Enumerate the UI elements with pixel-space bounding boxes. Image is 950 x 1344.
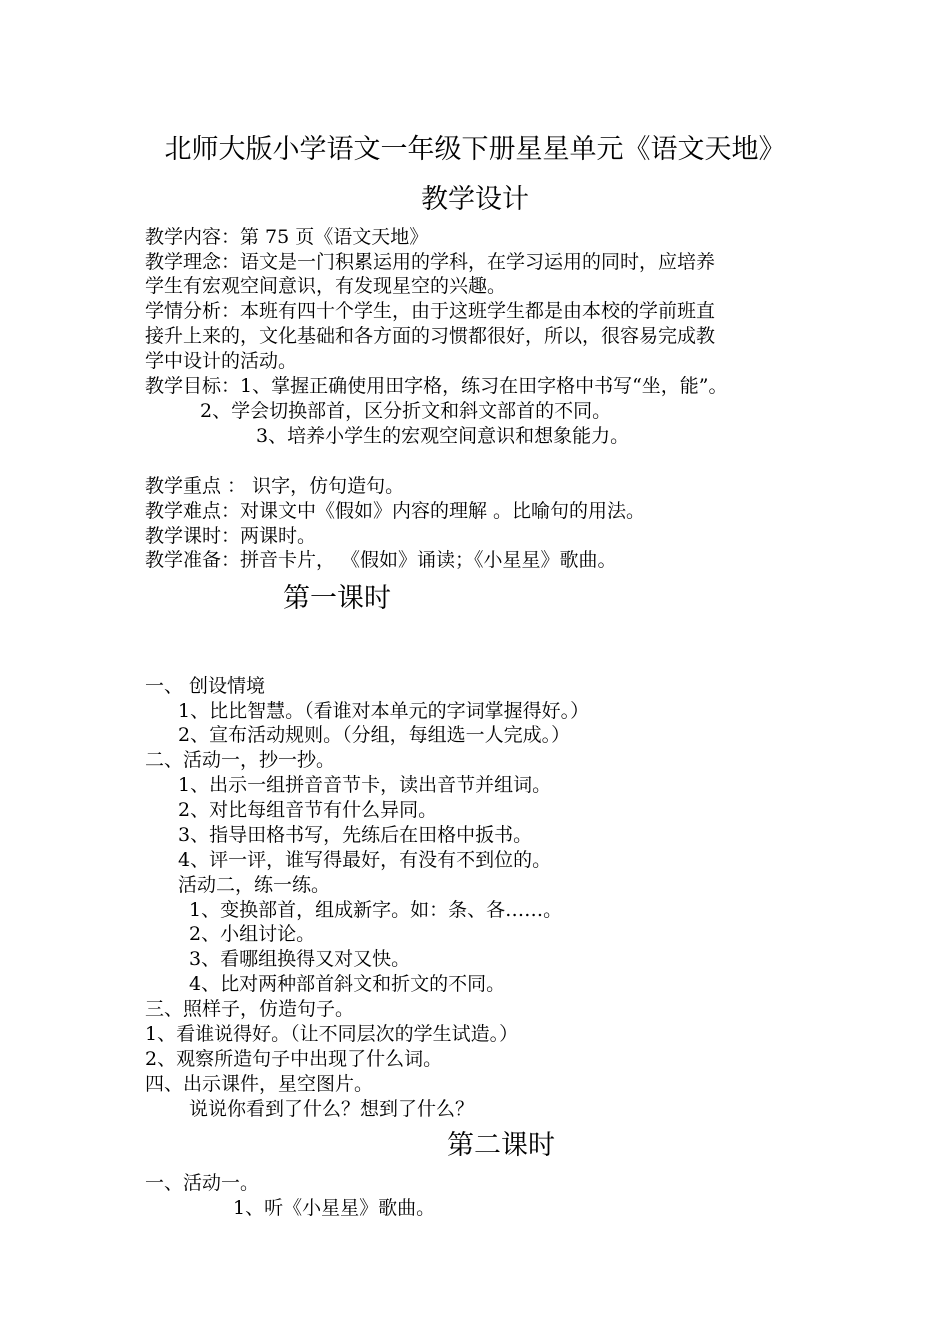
teaching-goal-1: 教学目标：1、掌握正确使用田字格，练习在田字格中书写“坐，能”。 [145,375,728,397]
learner-analysis-line3: 学中设计的活动。 [145,350,298,372]
lesson1-item: 3、指导田格书写，先练后在田格中扳书。 [178,824,533,846]
lesson1-item: 活动二，练一练。 [178,874,331,896]
lesson1-item: 二、活动一，抄一抄。 [145,749,336,771]
lesson1-item: 4、比对两种部首斜文和折文的不同。 [189,973,506,995]
learner-analysis-line1: 学情分析：本班有四十个学生，由于这班学生都是由本校的学前班直 [145,300,716,322]
teaching-hours: 教学课时：两课时。 [145,525,317,547]
lesson1-item: 1、比比智慧。（看谁对本单元的字词掌握得好。） [178,700,590,722]
teaching-preparation: 教学准备：拼音卡片， 《假如》诵读；《小星星》歌曲。 [145,549,617,571]
lesson1-item: 2、对比每组音节有什么异同。 [178,799,438,821]
document-title-line2: 教学设计 [421,184,529,215]
teaching-philosophy-line1: 教学理念：语文是一门积累运用的学科，在学习运用的同时，应培养 [145,251,716,273]
lesson1-item: 3、看哪组换得又对又快。 [189,948,411,970]
teaching-focus: 教学重点 ： 识字，仿句造句。 [145,475,405,497]
lesson1-item: 1、出示一组拼音音节卡，读出音节并组词。 [178,774,552,796]
learner-analysis-line2: 接升上来的，文化基础和各方面的习惯都很好，所以，很容易完成教 [145,325,716,347]
teaching-philosophy-line2: 学生有宏观空间意识，有发现星空的兴趣。 [145,275,507,297]
lesson1-item: 2、宣布活动规则。（分组，每组选一人完成。） [178,724,571,746]
lesson1-heading: 第一课时 [283,583,391,614]
lesson1-item: 四、出示课件，星空图片。 [145,1073,374,1095]
lesson2-item: 一、活动一。 [145,1172,260,1194]
lesson1-item: 说说你看到了什么？想到了什么？ [189,1098,475,1120]
lesson1-item: 4、评一评，谁写得最好，有没有不到位的。 [178,849,552,871]
lesson1-item: 三、照样子，仿造句子。 [145,998,355,1020]
lesson1-item: 1、变换部首，组成新字。如：条、各……。 [189,899,563,921]
lesson1-item: 一、 创设情境 [145,675,266,697]
teaching-goal-2: 2、学会切换部首，区分折文和斜文部首的不同。 [200,400,612,422]
lesson2-heading: 第二课时 [447,1130,555,1161]
teaching-goal-3: 3、培养小学生的宏观空间意识和想象能力。 [256,425,630,447]
lesson1-item: 2、小组讨论。 [189,923,316,945]
lesson1-item: 1、看谁说得好。（让不同层次的学生试造。） [145,1023,519,1045]
teaching-difficulty: 教学难点：对课文中《假如》内容的理解 。比喻句的用法。 [145,500,646,522]
teaching-content: 教学内容：第 75 页《语文天地》 [145,226,429,248]
lesson2-item: 1、听《小星星》歌曲。 [233,1197,436,1219]
lesson1-item: 2、观察所造句子中出现了什么词。 [145,1048,443,1070]
document-title-line1: 北师大版小学语文一年级下册星星单元《语文天地》 [164,134,786,165]
